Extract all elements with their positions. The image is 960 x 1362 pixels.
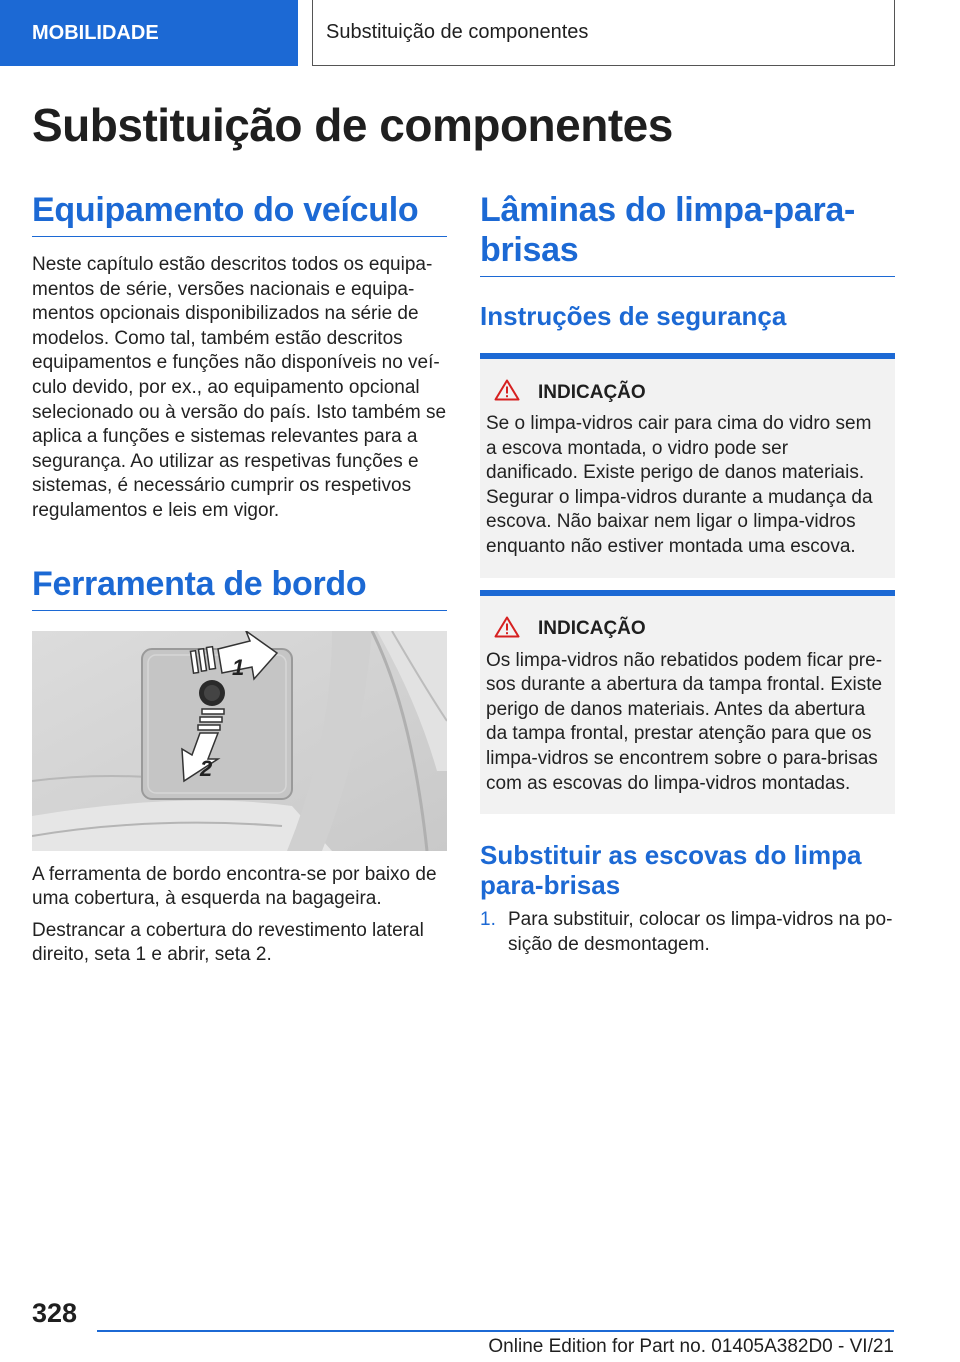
notice-title: INDICAÇÃO (538, 618, 646, 640)
header-chapter-label: Substituição de componentes (326, 21, 589, 43)
vehicle-equipment-heading: Equipamento do veículo (32, 190, 447, 237)
notice-box-2 (480, 590, 895, 815)
replace-wiper-blades-heading: Substituir as escovas do limpa para-brisas (480, 840, 862, 901)
right-column (480, 190, 895, 957)
figure-arrow-label-1: 1 (232, 654, 245, 680)
onboard-tools-unlock-text: Destrancar a cobertura do revestimento lateral direito, seta 1 e abrir, seta 2. (32, 919, 424, 966)
footer-divider (97, 1330, 894, 1332)
vehicle-equipment-text: Neste capítulo estão descritos todos os equipamentos de série, versões nacionais e equipamentos opcionais disponibilizados na série de modelos. Como tal, também estão descritos equipamentos e funções não disponíveis no veículo devido, por ex., ao equipamento opcional selecionado ou à versão do país. Isto também se aplica a funções e sistemas relevantes para a segurança. Ao utilizar as respetivas funções e sistemas, é necessário cumprir os respetivos regulamentos e leis em vigor. (32, 254, 447, 521)
wiper-blades-heading: Lâminas do limpa-para-brisas (480, 190, 895, 277)
onboard-tools-heading: Ferramenta de bordo (32, 564, 447, 611)
notice-text: Os limpa-vidros não rebatidos podem ficar presos durante a abertura da tampa frontal. Existe perigo de danos materiais. Antes da abertura da tampa frontal, prestar atenção para que os limpa-vidros se encontrem sobre o para-brisas com as escovas do limpa-vidros montadas. (486, 649, 883, 794)
page-title: Substituição de componentes (32, 99, 673, 151)
notice-text: Se o limpa-vidros cair para cima do vidro sem a escova montada, o vidro pode ser danificado. Existe perigo de danos materiais. Segurar o limpa-vidros durante a mudança da escova. Não baixar nem ligar o limpa-vidros enquanto não estiver montada uma escova. (486, 413, 873, 557)
warning-triangle-icon (494, 379, 538, 406)
trunk-cover-illustration (32, 631, 447, 851)
notice-title: INDICAÇÃO (538, 381, 646, 403)
list-item (480, 908, 895, 957)
page-number: 328 (32, 1298, 78, 1328)
header-section-tab (0, 0, 298, 66)
left-column (32, 190, 447, 968)
warning-triangle-icon (494, 616, 538, 643)
notice-box-1 (480, 353, 895, 578)
onboard-tools-location-text: A ferramenta de bordo encontra-se por baixo de uma cobertura, à esquerda na bagageira. (32, 863, 437, 910)
step-text: Para substituir, colocar os limpa-vidros na posição de desmontagem. (508, 909, 893, 955)
figure-arrow-label-2: 2 (200, 755, 213, 781)
safety-instructions-heading: Instruções de segurança (480, 301, 787, 331)
footer-edition-text: Online Edition for Part no. 01405A382D0 - VI/21 (488, 1336, 894, 1357)
header-section-label: MOBILIDADE (32, 21, 159, 44)
step-number: 1. (480, 909, 496, 931)
header-chapter-tab (312, 0, 895, 66)
